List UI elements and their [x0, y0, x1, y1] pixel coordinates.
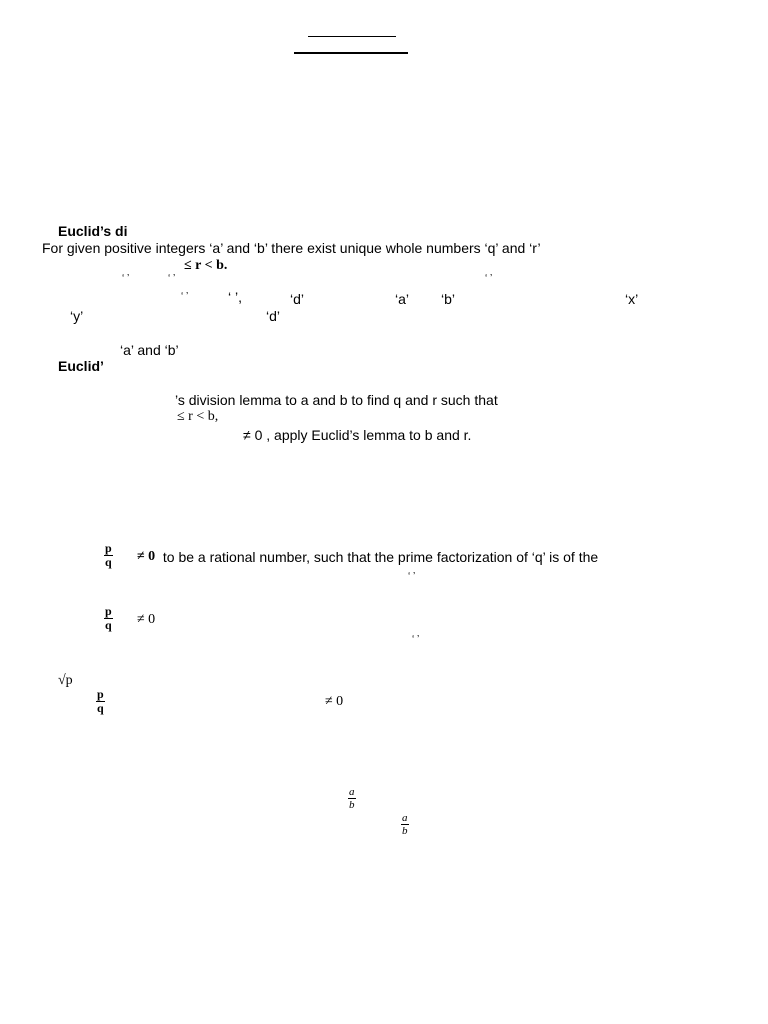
- sqrt-p: √p: [58, 673, 73, 688]
- quote-mark: ‘ ’,: [228, 289, 242, 305]
- rational-statement: to be a rational number, such that the prime factorization of ‘q’ is of the: [159, 549, 599, 565]
- hcf-x-label: ‘x’: [625, 291, 639, 307]
- title-rule-upper: [308, 36, 396, 37]
- not-equal-zero: ≠ 0: [137, 549, 156, 564]
- hcf-b-label: ‘b’: [441, 291, 456, 307]
- fraction-p-over-q: $\frac{p}{q}$: [97, 687, 104, 715]
- fraction-p-over-q: $\frac{p}{q}$: [105, 604, 112, 632]
- not-equal-zero: ≠ 0: [137, 612, 156, 627]
- division-lemma-statement: For given positive integers ‘a’ and ‘b’ there exist unique whole numbers ‘q’ and ‘r’: [42, 240, 541, 256]
- algorithm-heading: Euclid’: [58, 358, 104, 374]
- fraction-p-over-q: $\frac{p}{q}$: [105, 541, 112, 569]
- algorithm-step-1: ’s division lemma to a and b to find q and r such that: [175, 392, 498, 408]
- quote-mark: ‘ ’: [181, 291, 189, 302]
- quote-mark: ‘ ’: [412, 634, 420, 645]
- division-lemma-inequality: ≤ r < b.: [184, 258, 228, 273]
- hcf-a-label: ‘a’: [395, 291, 410, 307]
- quote-mark: ‘ ’: [122, 273, 130, 284]
- division-lemma-heading: Euclid’s di: [58, 223, 128, 239]
- hcf-y-label: ‘y’: [70, 308, 84, 324]
- fraction-a-over-b: $\frac{a}{b}$: [349, 786, 355, 811]
- algorithm-ab: ‘a’ and ‘b’: [120, 342, 179, 358]
- hcf-d-label: ‘d’: [290, 291, 305, 307]
- title-rule-lower: [294, 52, 408, 54]
- hcf-d-label: ‘d’: [266, 308, 281, 324]
- quote-mark: ‘ ’: [168, 273, 176, 284]
- quote-mark: ‘ ’: [485, 273, 493, 284]
- quote-mark: ‘ ’: [408, 571, 416, 582]
- fraction-a-over-b: $\frac{a}{b}$: [402, 812, 408, 837]
- not-equal-zero: ≠ 0: [325, 694, 344, 709]
- algorithm-step-1-inequality: ≤ r < b,: [177, 409, 219, 424]
- algorithm-step-2: ≠ 0 , apply Euclid’s lemma to b and r.: [243, 427, 472, 443]
